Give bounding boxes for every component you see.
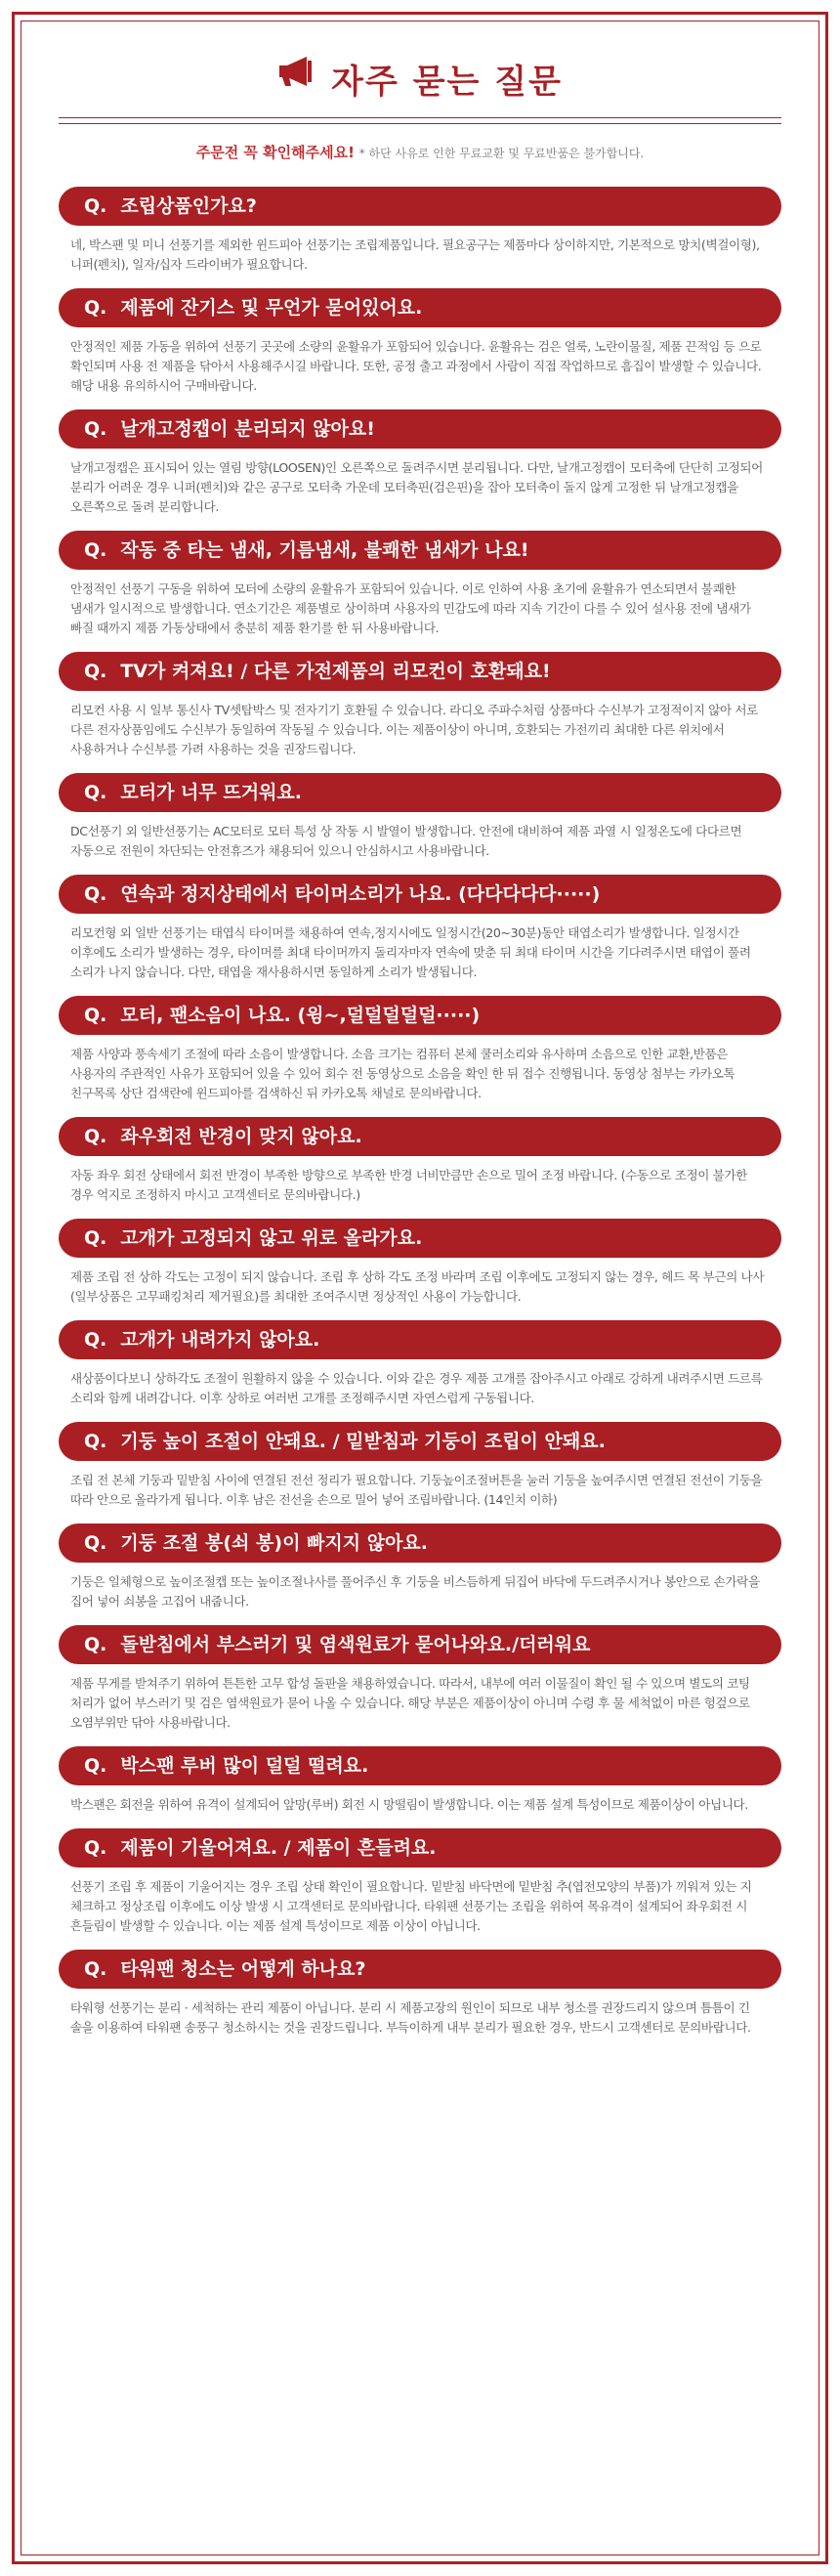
notice-line: [59, 138, 781, 167]
faq-item: [59, 773, 781, 861]
title-divider: [59, 117, 781, 124]
question-prefix: Q.: [84, 539, 107, 561]
question-prefix: Q.: [84, 1329, 107, 1351]
question-prefix: Q.: [84, 297, 107, 319]
page-title: 자주 묻는 질문: [331, 62, 563, 102]
faq-item: [59, 288, 781, 396]
question-text: 모터, 팬소음이 나요. (윙~,덜덜덜덜덜·····): [120, 1005, 481, 1026]
notice-emphasis: 주문전 꼭 확인해주세요!: [195, 144, 355, 161]
question-text: 고개가 고정되지 않고 위로 올라가요.: [120, 1227, 423, 1249]
faq-item: [59, 1746, 781, 1815]
question-bar: [59, 1219, 781, 1258]
question-prefix: Q.: [84, 661, 107, 682]
question-prefix: Q.: [84, 1005, 107, 1026]
faq-item: [59, 531, 781, 638]
question-text: 날개고정캡이 분리되지 않아요!: [120, 418, 375, 440]
question-bar: [59, 1625, 781, 1664]
question-text: 작동 중 타는 냄새, 기름냄새, 불쾌한 냄새가 나요!: [120, 539, 529, 561]
question-bar: [59, 875, 781, 914]
question-bar: [59, 1524, 781, 1563]
question-bar: [59, 1320, 781, 1359]
question-prefix: Q.: [84, 1634, 107, 1655]
question-bar: [59, 409, 781, 449]
question-prefix: Q.: [84, 1532, 107, 1554]
answer-text: 선풍기 조립 후 제품이 기울어지는 경우 조립 상태 확인이 필요합니다. 밑받침 바닥면에 밑받침 추(엽전모양의 부품)가 끼워져 있는 지 체크하고 정상조립 이후에도 이상 발생 시 고객센터로 문의바랍니다. 타워팬 선풍기는 조립을 위하여 목유격이 설계되어 좌우회전 시 흔들림이 발생할 수 있습니다. 이는 제품 설계 특성이므로 제품 이상이 아닙니다.: [70, 1879, 752, 1933]
question-text: 돌받침에서 부스러기 및 염색원료가 묻어나와요./더러워요: [120, 1634, 591, 1655]
answer-text: 네, 박스팬 및 미니 선풍기를 제외한 윈드피아 선풍기는 조립제품입니다. 필요공구는 제품마다 상이하지만, 기본적으로 망치(벽걸이형), 니퍼(펜치), 일자/십자 드라이버가 필요합니다.: [70, 237, 760, 272]
faq-item: [59, 1950, 781, 2038]
faq-item: [59, 652, 781, 759]
question-text: 타워팬 청소는 어떻게 하나요?: [120, 1958, 366, 1980]
faq-item: [59, 1117, 781, 1205]
question-prefix: Q.: [84, 1837, 107, 1859]
faq-item: [59, 996, 781, 1103]
question-text: 좌우회전 반경이 맞지 않아요.: [120, 1126, 362, 1147]
question-bar: [59, 652, 781, 691]
answer-text: 날개고정캡은 표시되어 있는 열림 방향(LOOSEN)인 오른쪽으로 돌려주시면 분리됩니다. 다만, 날개고정캡이 모터축에 단단히 고정되어 분리가 어려운 경우 니퍼(펜치)와 같은 공구로 모터축 가운데 모터축핀(검은핀)을 잡아 모터축이 돌지 않게 고정한 뒤 날개고정캡을 오른쪽으로 돌려 분리합니다.: [70, 460, 763, 514]
answer-text: 박스팬은 회전을 위하여 유격이 설계되어 앞망(루버) 회전 시 망떨림이 발생합니다. 이는 제품 설계 특성이므로 제품이상이 아닙니다.: [70, 1797, 748, 1812]
answer-text: DC선풍기 외 일반선풍기는 AC모터로 모터 특성 상 작동 시 발열이 발생합니다. 안전에 대비하여 제품 과열 시 일정온도에 다다르면 자동으로 전원이 차단되는 안전휴즈가 채용되어 있으니 안심하시고 사용바랍니다.: [70, 824, 742, 858]
answer-text: 안정적인 제품 가동을 위하여 선풍기 곳곳에 소량의 윤활유가 포함되어 있습니다. 윤활유는 검은 얼룩, 노란이물질, 제품 끈적임 등 으로 확인되며 사용 전 제품을 닦아서 사용해주시길 바랍니다. 또한, 공정 출고 과정에서 사람이 직접 작업하므로 흠집이 발생할 수 있습니다. 해당 내용 유의하시어 구매바랍니다.: [70, 339, 762, 393]
answer-text: 제품 무게를 받쳐주기 위하여 튼튼한 고무 합성 돌판을 채용하였습니다. 따라서, 내부에 여러 이물질이 확인 될 수 있으며 별도의 코팅 처리가 없어 부스러기 및 검은 염색원료가 묻어 나올 수 있습니다. 해당 부분은 제품이상이 아니며 수령 후 물 세척없이 마른 헝겊으로 오염부위만 닦아 사용바랍니다.: [70, 1676, 750, 1730]
answer-text: 새상품이다보니 상하각도 조절이 원활하지 않을 수 있습니다. 이와 같은 경우 제품 고개를 잡아주시고 아래로 강하게 내려주시면 드르륵 소리와 함께 내려갑니다. 이후 상하로 여러번 고개를 조정해주시면 자연스럽게 구동됩니다.: [70, 1371, 763, 1405]
question-text: 기둥 높이 조절이 안돼요. / 밑받침과 기둥이 조립이 안돼요.: [120, 1431, 606, 1452]
faq-item: [59, 1219, 781, 1307]
answer-text: 제품 사양과 풍속세기 조절에 따라 소음이 발생합니다. 소음 크기는 컴퓨터 본체 쿨러소리와 유사하며 소음으로 인한 교환,반품은 사용자의 주관적인 사유가 포함되어 있을 수 있어 회수 전 동영상으로 소음을 확인 한 뒤 접수 진행됩니다. 동영상 첨부는 카카오톡 친구목록 상단 검색란에 윈드피아를 검색하신 뒤 카카오톡 채널로 문의바랍니다.: [70, 1047, 735, 1100]
question-text: 기둥 조절 봉(쇠 봉)이 빠지지 않아요.: [120, 1532, 428, 1554]
question-text: 고개가 내려가지 않아요.: [120, 1329, 320, 1351]
question-text: TV가 켜져요! / 다른 가전제품의 리모컨이 호환돼요!: [120, 661, 551, 682]
question-prefix: Q.: [84, 1958, 107, 1980]
question-bar: [59, 1117, 781, 1156]
answer-text: 리모컨 사용 시 일부 통신사 TV셋탑박스 및 전자기기 호환될 수 있습니다. 라디오 주파수처럼 상품마다 수신부가 고정적이지 않아 서로 다른 전자상품임에도 수신부가 동일하여 작동될 수 있습니다. 이는 제품이상이 아니며, 호환되는 가전끼리 최대한 다른 위치에서 사용하거나 수신부를 가려 사용하는 것을 권장드립니다.: [70, 703, 758, 756]
answer-text: 조립 전 본체 기둥과 밑받침 사이에 연결된 전선 정리가 필요합니다. 기둥높이조절버튼을 눌러 기둥을 높여주시면 연결된 전선이 기둥을 따라 안으로 올라가게 됩니다. 이후 남은 전선을 손으로 밀어 넣어 조립바랍니다. (14인치 이하): [70, 1473, 763, 1507]
answer-text: 제품 조립 전 상하 각도는 고정이 되지 않습니다. 조립 후 상하 각도 조정 바라며 조립 이후에도 고정되지 않는 경우, 헤드 목 부근의 나사(일부상품은 고무패킹처리 제거필요)를 최대한 조여주시면 정상적인 사용이 가능합니다.: [70, 1269, 765, 1304]
megaphone-icon: [277, 55, 316, 108]
faq-item: [59, 1422, 781, 1510]
question-text: 연속과 정지상태에서 타이머소리가 나요. (다다다다다·····): [120, 883, 601, 905]
question-prefix: Q.: [84, 782, 107, 803]
question-prefix: Q.: [84, 1431, 107, 1452]
question-bar: [59, 531, 781, 570]
question-bar: [59, 1828, 781, 1868]
question-prefix: Q.: [84, 418, 107, 440]
question-bar: [59, 1950, 781, 1989]
question-bar: [59, 1422, 781, 1461]
question-text: 박스팬 루버 많이 덜덜 떨려요.: [120, 1755, 369, 1777]
faq-item: [59, 1625, 781, 1733]
question-prefix: Q.: [84, 195, 107, 217]
faq-item: [59, 1828, 781, 1936]
question-prefix: Q.: [84, 883, 107, 905]
faq-header: [59, 59, 781, 109]
question-prefix: Q.: [84, 1227, 107, 1249]
notice-detail: * 하단 사유로 인한 무료교환 및 무료반품은 불가합니다.: [358, 147, 645, 160]
question-text: 제품에 잔기스 및 무언가 묻어있어요.: [120, 297, 423, 319]
faq-item: [59, 1524, 781, 1611]
faq-list: [59, 187, 781, 2038]
answer-text: 기둥은 일체형으로 높이조절캡 또는 높이조절나사를 풀어주신 후 기둥을 비스듬하게 뒤집어 바닥에 두드려주시거나 봉안으로 손가락을 집어 넣어 쇠봉을 고집어 내줍니다.: [70, 1574, 760, 1609]
question-bar: [59, 773, 781, 812]
question-text: 조립상품인가요?: [120, 195, 257, 217]
question-text: 제품이 기울어져요. / 제품이 흔들려요.: [120, 1837, 437, 1859]
answer-text: 자동 좌우 회전 상태에서 회전 반경이 부족한 방향으로 부족한 반경 너비만큼만 손으로 밀어 조정 바랍니다. (수동으로 조정이 불가한 경우 억지로 조정하지 마시고 고객센터로 문의바랍니다.): [70, 1168, 747, 1202]
answer-text: 안정적인 선풍기 구동을 위하여 모터에 소량의 윤활유가 포함되어 있습니다. 이로 인하여 사용 초기에 윤활유가 연소되면서 불쾌한 냄새가 일시적으로 발생합니다. 연소기간은 제품별로 상이하며 사용자의 민감도에 따라 지속 기간이 다를 수 있어 설사용 전에 냄새가 빠질 때까지 제품 가동상태에서 충분히 제품 환기를 한 뒤 사용바랍니다.: [70, 581, 751, 635]
faq-item: [59, 1320, 781, 1408]
faq-item: [59, 187, 781, 275]
question-prefix: Q.: [84, 1126, 107, 1147]
answer-text: 타워형 선풍기는 분리 · 세척하는 관리 제품이 아닙니다. 분리 시 제품고장의 원인이 되므로 내부 청소를 권장드리지 않으며 틈틈이 긴 솔을 이용하여 타워팬 송풍구 청소하시는 것을 권장드립니다. 부득이하게 내부 분리가 필요한 경우, 반드시 고객센터로 문의바랍니다.: [70, 2000, 751, 2035]
faq-item: [59, 409, 781, 517]
question-bar: [59, 1746, 781, 1785]
question-text: 모터가 너무 뜨거워요.: [120, 782, 303, 803]
faq-content: [59, 59, 781, 2051]
faq-item: [59, 875, 781, 982]
question-bar: [59, 187, 781, 226]
question-bar: [59, 288, 781, 327]
question-bar: [59, 996, 781, 1035]
answer-text: 리모컨형 외 일반 선풍기는 태엽식 타이머를 채용하여 연속,정지시에도 일정시간(20~30분)동안 태엽소리가 발생합니다. 일정시간 이후에도 소리가 발생하는 경우, 타이머를 최대 타이머까지 돌리자마자 연속에 맞춘 뒤 최대 타이머 시간을 기다려주시면 태엽이 풀려 소리가 나지 않습니다. 다만, 태엽을 재사용하시면 동일하게 소리가 발생됩니다.: [70, 925, 751, 979]
question-prefix: Q.: [84, 1755, 107, 1777]
